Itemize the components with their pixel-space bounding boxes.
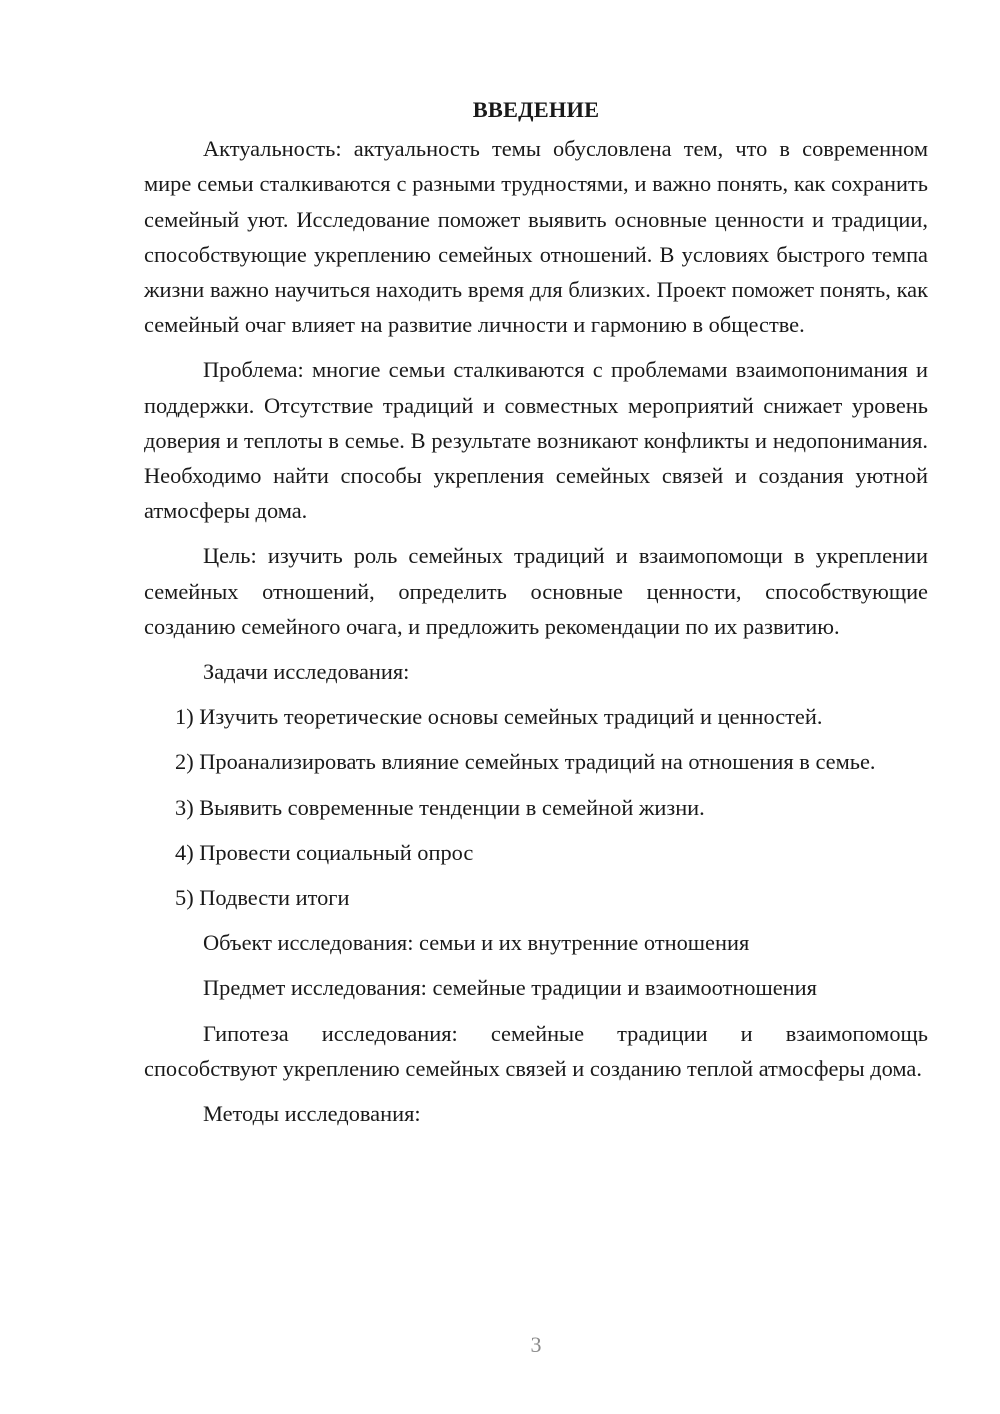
task-item: 4) Провести социальный опрос	[175, 839, 474, 865]
tasks-heading: Задачи исследования:	[203, 659, 410, 685]
document-page	[144, 92, 928, 1141]
hypothesis-paragraph: Гипотеза исследования: семейные традиции и взаимопомощь способствуют укреплению семейных связей и созданию теплой атмосферы дома.	[144, 1020, 928, 1081]
page-number: 3	[530, 1332, 542, 1357]
problem-paragraph: Проблема: многие семьи сталкиваются с проблемами взаимопонимания и поддержки. Отсутствие традиций и совместных мероприятий снижает уровень доверия и теплоты в семье. В результате возникают конфликты и недопонимания. Необходимо найти способы укрепления семейных связей и создания уютной атмосферы дома.	[144, 357, 928, 524]
subject-paragraph: Предмет исследования: семейные традиции и взаимоотношения	[203, 975, 817, 1001]
task-item: 2) Проанализировать влияние семейных традиций на отношения в семье.	[175, 749, 876, 775]
object-paragraph: Объект исследования: семьи и их внутренние отношения	[203, 930, 750, 956]
relevance-paragraph: Актуальность: актуальность темы обусловлена тем, что в современном мире семьи сталкиваются с разными трудностями, и важно понять, как сохранить семейный уют. Исследование поможет выявить основные ценности и традиции, способствующие укреплению семейных отношений. В условиях быстрого темпа жизни важно научиться находить время для близких. Проект поможет понять, как семейный очаг влияет на развитие личности и гармонию в обществе.	[144, 136, 928, 338]
methods-paragraph: Методы исследования:	[203, 1101, 421, 1127]
page-title: ВВЕДЕНИЕ	[472, 97, 600, 122]
task-item: 1) Изучить теоретические основы семейных традиций и ценностей.	[175, 704, 823, 730]
goal-paragraph: Цель: изучить роль семейных традиций и взаимопомощи в укреплении семейных отношений, определить основные ценности, способствующие созданию семейного очага, и предложить рекомендации по их развитию.	[144, 543, 928, 639]
task-item: 3) Выявить современные тенденции в семейной жизни.	[175, 794, 705, 820]
task-item: 5) Подвести итоги	[175, 885, 350, 911]
